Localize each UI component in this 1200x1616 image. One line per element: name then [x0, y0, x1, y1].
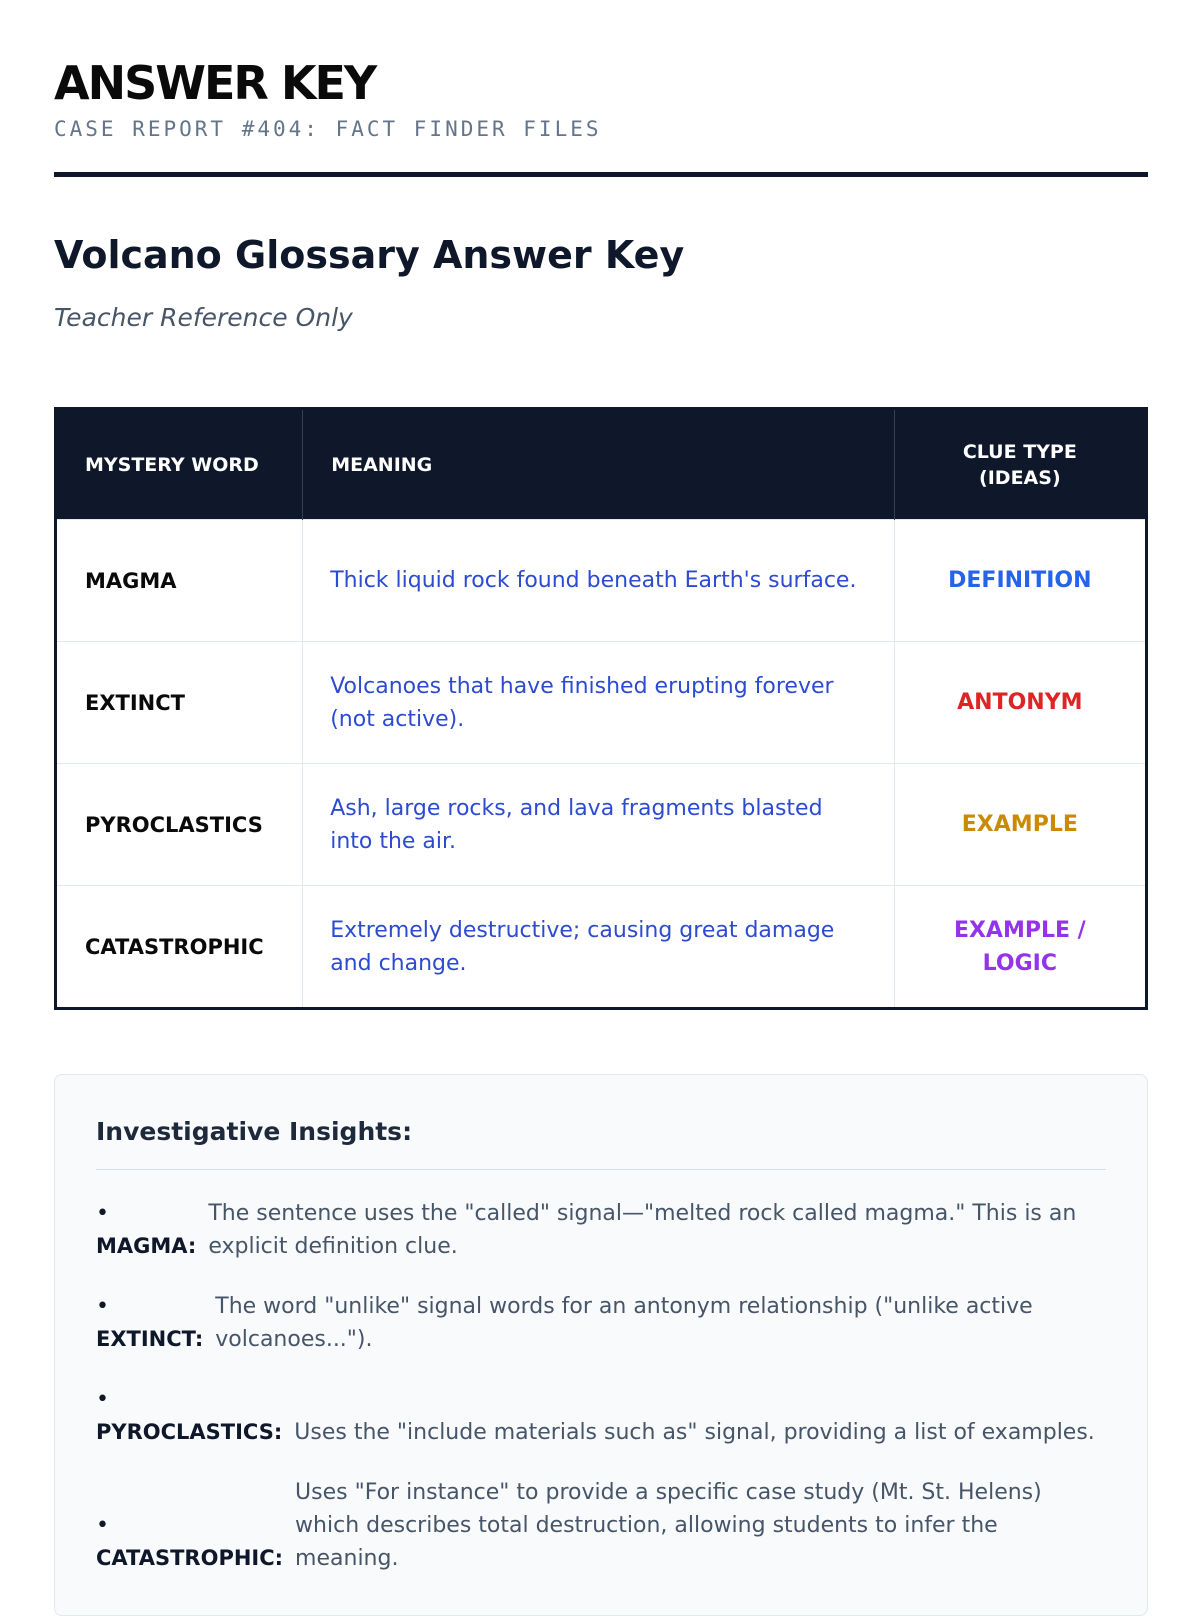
- insight-term: EXTINCT:: [96, 1327, 204, 1351]
- page-subtitle: Teacher Reference Only: [54, 303, 353, 332]
- insight-text: The sentence uses the "called" signal—"melted rock called magma." This is an explicit definition clue.: [208, 1201, 1077, 1259]
- insight-text: Uses the "include materials such as" signal, providing a list of examples.: [294, 1420, 1095, 1445]
- insight-term: CATASTROPHIC:: [96, 1546, 284, 1570]
- header-mystery-word: MYSTERY WORD: [56, 409, 303, 520]
- page-title: Volcano Glossary Answer Key: [54, 233, 685, 277]
- clue-type-cell: ANTONYM: [894, 642, 1146, 764]
- insight-item-catastrophic: [96, 1476, 1106, 1575]
- mystery-word-cell: CATASTROPHIC: [56, 886, 303, 1009]
- table-row: [56, 764, 1147, 886]
- insight-item-extinct: [96, 1290, 1106, 1356]
- header-clue-type: CLUE TYPE (IDEAS): [894, 409, 1146, 520]
- insight-text: Uses "For instance" to provide a specific case study (Mt. St. Helens) which describes total destruction, allowing students to infer the meaning.: [295, 1480, 1042, 1571]
- insight-term: PYROCLASTICS:: [96, 1420, 283, 1444]
- case-report-label: CASE REPORT #404: FACT FINDER FILES: [54, 117, 602, 141]
- bullet-icon: •: [96, 1387, 109, 1412]
- table-row: [56, 520, 1147, 642]
- bullet-icon: •: [96, 1201, 109, 1226]
- insights-title: Investigative Insights:: [96, 1117, 413, 1146]
- insight-item-pyroclastics: [96, 1383, 1106, 1449]
- brand-title: ANSWER KEY: [54, 56, 376, 110]
- clue-type-cell: DEFINITION: [894, 520, 1146, 642]
- meaning-cell: Extremely destructive; causing great damage and change.: [303, 886, 894, 1009]
- insight-text: The word "unlike" signal words for an antonym relationship ("unlike active volcanoes...").: [215, 1294, 1033, 1352]
- table-row: [56, 642, 1147, 764]
- bullet-icon: •: [96, 1294, 109, 1319]
- mystery-word-cell: MAGMA: [56, 520, 303, 642]
- table-header: [56, 409, 1147, 520]
- insights-divider: [96, 1169, 1106, 1170]
- mystery-word-cell: EXTINCT: [56, 642, 303, 764]
- clue-type-cell: EXAMPLE / LOGIC: [894, 886, 1146, 1009]
- meaning-cell: Volcanoes that have finished erupting forever (not active).: [303, 642, 894, 764]
- clue-type-cell: EXAMPLE: [894, 764, 1146, 886]
- bullet-icon: •: [96, 1513, 109, 1538]
- meaning-cell: Thick liquid rock found beneath Earth's surface.: [303, 520, 894, 642]
- header-divider: [54, 172, 1148, 177]
- mystery-word-cell: PYROCLASTICS: [56, 764, 303, 886]
- table-row: [56, 886, 1147, 1009]
- header-meaning: MEANING: [303, 409, 894, 520]
- meaning-cell: Ash, large rocks, and lava fragments blasted into the air.: [303, 764, 894, 886]
- glossary-table: [54, 407, 1148, 1010]
- insight-term: MAGMA:: [96, 1234, 197, 1258]
- insight-item-magma: [96, 1197, 1106, 1263]
- insights-panel: [54, 1074, 1148, 1616]
